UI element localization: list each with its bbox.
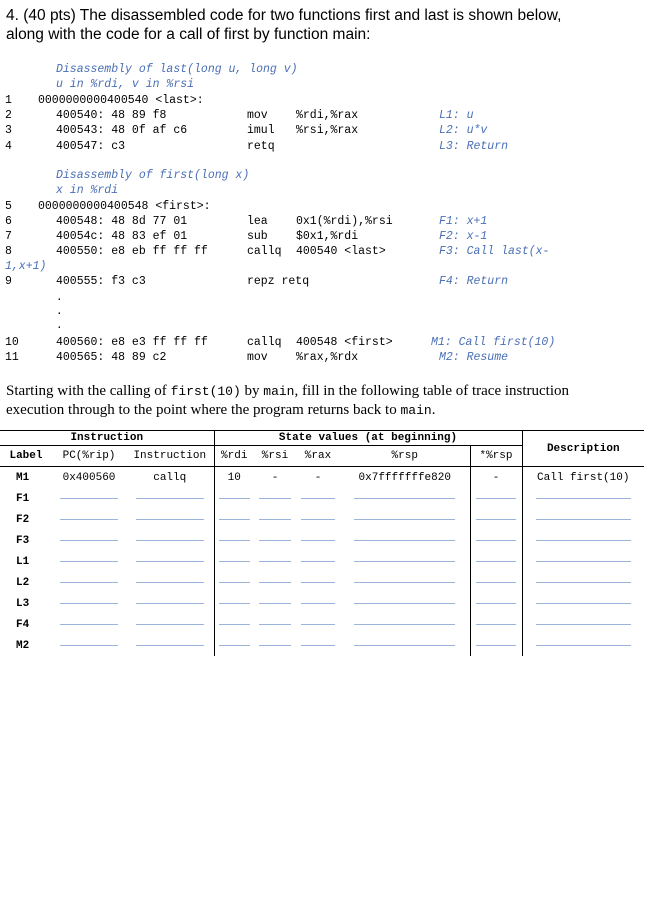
- answer-blank[interactable]: [476, 601, 516, 604]
- last-comment-1: Disassembly of last(long u, long v): [56, 63, 298, 76]
- answer-cell[interactable]: [126, 530, 214, 551]
- answer-cell[interactable]: [254, 488, 296, 509]
- answer-blank[interactable]: [60, 517, 118, 520]
- answer-cell[interactable]: [296, 488, 340, 509]
- answer-blank[interactable]: [259, 559, 292, 562]
- table-row: [0, 593, 644, 614]
- row-desc: Call first(10): [522, 467, 644, 489]
- answer-cell[interactable]: [470, 488, 522, 509]
- answer-blank[interactable]: [354, 559, 455, 562]
- operands: %rdi,%rax: [296, 109, 359, 122]
- line-number: 4: [5, 140, 12, 153]
- answer-cell[interactable]: [522, 530, 644, 551]
- operands: 400540 <last>: [296, 245, 386, 258]
- col-label: Label: [0, 446, 52, 467]
- row-label: L2: [16, 576, 30, 589]
- operands: 400548 <first>: [296, 336, 393, 349]
- answer-cell[interactable]: [126, 509, 214, 530]
- answer-cell[interactable]: [340, 509, 470, 530]
- row-label: F3: [16, 534, 30, 547]
- table-row: [0, 551, 644, 572]
- answer-blank[interactable]: [219, 622, 250, 625]
- answer-cell[interactable]: [214, 572, 254, 593]
- table-row: [0, 572, 644, 593]
- para-text: .: [431, 402, 436, 418]
- row-label: F2: [16, 513, 30, 526]
- answer-cell[interactable]: [254, 593, 296, 614]
- answer-blank[interactable]: [536, 538, 631, 541]
- line-number: 10: [5, 336, 19, 349]
- row-label: L1: [16, 555, 30, 568]
- row-label: L3: [16, 597, 30, 610]
- answer-blank[interactable]: [301, 643, 335, 646]
- answer-blank[interactable]: [301, 601, 335, 604]
- row-pc: 0x400560: [62, 471, 116, 484]
- answer-blank[interactable]: [354, 601, 455, 604]
- opcode: mov: [247, 109, 268, 122]
- opcode: repz retq: [247, 275, 310, 288]
- para-text: Starting with the calling of: [6, 383, 171, 399]
- code-bytes: 400550: e8 eb ff ff ff: [56, 245, 208, 258]
- answer-blank[interactable]: [259, 517, 292, 520]
- answer-cell[interactable]: [254, 635, 296, 656]
- row-rsp: 0x7fffffffe820: [358, 471, 451, 484]
- line-number: 11: [5, 351, 19, 364]
- answer-blank[interactable]: [219, 601, 250, 604]
- answer-cell[interactable]: [470, 635, 522, 656]
- code-bytes: 400565: 48 89 c2: [56, 351, 167, 364]
- answer-blank[interactable]: [259, 601, 292, 604]
- answer-cell[interactable]: [340, 551, 470, 572]
- code-note-wrap: 1,x+1): [5, 260, 47, 273]
- table-row: [0, 614, 644, 635]
- code-bytes: 400548: 48 8d 77 01: [56, 215, 188, 228]
- col-rax: %rax: [296, 446, 340, 467]
- opcode: callq: [247, 245, 282, 258]
- answer-blank[interactable]: [354, 538, 455, 541]
- operands: %rax,%rdx: [296, 351, 359, 364]
- answer-blank[interactable]: [259, 538, 292, 541]
- answer-blank[interactable]: [136, 496, 204, 499]
- answer-blank[interactable]: [60, 496, 118, 499]
- answer-blank[interactable]: [136, 580, 204, 583]
- answer-cell[interactable]: [126, 614, 214, 635]
- instruction-group-header: Instruction: [0, 431, 214, 446]
- answer-cell[interactable]: [52, 530, 126, 551]
- answer-cell[interactable]: [126, 551, 214, 572]
- table-row: [0, 509, 644, 530]
- answer-cell[interactable]: [296, 509, 340, 530]
- answer-blank[interactable]: [476, 496, 516, 499]
- answer-cell[interactable]: [254, 509, 296, 530]
- row-star-rsp: -: [470, 467, 522, 489]
- code-note: L2: u*v: [439, 124, 488, 137]
- answer-cell[interactable]: [470, 530, 522, 551]
- first-comment-2: x in %rdi: [56, 184, 119, 197]
- answer-blank[interactable]: [301, 580, 335, 583]
- question-line-2: along with the code for a call of first by function main:: [6, 26, 371, 43]
- instructions-paragraph: [6, 382, 646, 420]
- answer-blank[interactable]: [301, 622, 335, 625]
- answer-cell[interactable]: [254, 530, 296, 551]
- answer-cell[interactable]: [340, 530, 470, 551]
- row-label: M2: [16, 639, 30, 652]
- answer-blank[interactable]: [259, 580, 292, 583]
- answer-cell[interactable]: [340, 593, 470, 614]
- code-bytes: 40054c: 48 83 ef 01: [56, 230, 188, 243]
- answer-cell[interactable]: [296, 530, 340, 551]
- code-note: L3: Return: [439, 140, 509, 153]
- table-row: [0, 488, 644, 509]
- answer-blank[interactable]: [536, 559, 631, 562]
- answer-cell[interactable]: [214, 509, 254, 530]
- code-note: F1: x+1: [439, 215, 488, 228]
- answer-cell[interactable]: [522, 593, 644, 614]
- row-label: M1: [16, 471, 30, 484]
- code-note: M2: Resume: [439, 351, 509, 364]
- answer-blank[interactable]: [536, 601, 631, 604]
- line-number: 7: [5, 230, 12, 243]
- answer-blank[interactable]: [259, 643, 292, 646]
- answer-blank[interactable]: [60, 622, 118, 625]
- trace-table: [0, 430, 644, 656]
- answer-blank[interactable]: [476, 643, 516, 646]
- col-rsp: %rsp: [340, 446, 470, 467]
- answer-blank[interactable]: [354, 496, 455, 499]
- col-instruction: Instruction: [126, 446, 214, 467]
- answer-cell[interactable]: [296, 614, 340, 635]
- answer-blank[interactable]: [536, 496, 631, 499]
- line-number: 2: [5, 109, 12, 122]
- answer-cell[interactable]: [522, 635, 644, 656]
- answer-blank[interactable]: [136, 559, 204, 562]
- answer-blank[interactable]: [354, 580, 455, 583]
- answer-cell[interactable]: [340, 572, 470, 593]
- table-row: [0, 635, 644, 656]
- answer-blank[interactable]: [476, 622, 516, 625]
- answer-cell[interactable]: [126, 488, 214, 509]
- answer-cell[interactable]: [470, 614, 522, 635]
- answer-blank[interactable]: [354, 643, 455, 646]
- answer-cell[interactable]: [470, 593, 522, 614]
- line-number: 3: [5, 124, 12, 137]
- answer-cell[interactable]: [214, 551, 254, 572]
- code-note: F4: Return: [439, 275, 509, 288]
- answer-cell[interactable]: [126, 635, 214, 656]
- row-instr: callq: [153, 471, 187, 484]
- line-number: 5: [5, 200, 12, 213]
- answer-cell[interactable]: [522, 509, 644, 530]
- answer-blank[interactable]: [536, 517, 631, 520]
- row-rdi: 10: [214, 467, 254, 489]
- answer-blank[interactable]: [536, 643, 631, 646]
- answer-cell[interactable]: [214, 488, 254, 509]
- answer-blank[interactable]: [136, 538, 204, 541]
- answer-blank[interactable]: [60, 580, 118, 583]
- answer-cell[interactable]: [340, 488, 470, 509]
- answer-cell[interactable]: [340, 635, 470, 656]
- line-number: 8: [5, 245, 12, 258]
- answer-cell[interactable]: [470, 572, 522, 593]
- row-rax: -: [314, 471, 322, 484]
- operands: 0x1(%rdi),%rsi: [296, 215, 393, 228]
- opcode: callq: [247, 336, 282, 349]
- answer-blank[interactable]: [354, 622, 455, 625]
- answer-blank[interactable]: [60, 538, 118, 541]
- col-rdi: %rdi: [214, 446, 254, 467]
- operands: $0x1,%rdi: [296, 230, 359, 243]
- answer-blank[interactable]: [476, 538, 516, 541]
- answer-blank[interactable]: [136, 601, 204, 604]
- ellipsis-dot: .: [56, 320, 63, 332]
- opcode: imul: [247, 124, 275, 137]
- answer-cell[interactable]: [254, 551, 296, 572]
- answer-cell[interactable]: [296, 635, 340, 656]
- answer-blank[interactable]: [536, 580, 631, 583]
- answer-cell[interactable]: [214, 635, 254, 656]
- answer-blank[interactable]: [301, 517, 335, 520]
- answer-blank[interactable]: [219, 559, 250, 562]
- answer-cell[interactable]: [522, 551, 644, 572]
- answer-blank[interactable]: [476, 580, 516, 583]
- answer-cell[interactable]: [52, 572, 126, 593]
- line-number: 1: [5, 94, 12, 107]
- col-pc: PC(%rip): [52, 446, 126, 467]
- answer-cell[interactable]: [52, 614, 126, 635]
- answer-blank[interactable]: [219, 496, 250, 499]
- answer-blank[interactable]: [259, 622, 292, 625]
- code-bytes: 400560: e8 e3 ff ff ff: [56, 336, 208, 349]
- para-text: execution through to the point where the program returns back to: [6, 402, 401, 418]
- answer-blank[interactable]: [136, 622, 204, 625]
- code-bytes: 400543: 48 0f af c6: [56, 124, 188, 137]
- state-group-header: State values (at beginning): [214, 431, 522, 446]
- code-note: F2: x-1: [439, 230, 488, 243]
- code-note: M1: Call first(10): [431, 336, 556, 349]
- code-note: L1: u: [439, 109, 474, 122]
- code-bytes: 400540: 48 89 f8: [56, 109, 167, 122]
- code-bytes: 400555: f3 c3: [56, 275, 146, 288]
- answer-blank[interactable]: [476, 517, 516, 520]
- para-text: by: [240, 383, 264, 399]
- ellipsis-dot: .: [56, 292, 63, 304]
- answer-cell[interactable]: [296, 551, 340, 572]
- para-code: main: [400, 403, 432, 418]
- answer-cell[interactable]: [522, 614, 644, 635]
- answer-blank[interactable]: [219, 643, 250, 646]
- answer-cell[interactable]: [522, 572, 644, 593]
- answer-cell[interactable]: [522, 488, 644, 509]
- answer-blank[interactable]: [219, 538, 250, 541]
- answer-blank[interactable]: [136, 517, 204, 520]
- row-rsi: -: [271, 471, 279, 484]
- answer-blank[interactable]: [476, 559, 516, 562]
- first-comment-1: Disassembly of first(long x): [56, 169, 250, 182]
- answer-cell[interactable]: [126, 572, 214, 593]
- answer-blank[interactable]: [136, 643, 204, 646]
- opcode: mov: [247, 351, 268, 364]
- answer-blank[interactable]: [536, 622, 631, 625]
- line-number: 6: [5, 215, 12, 228]
- para-text: , fill in the following table of trace instruction: [294, 383, 570, 399]
- answer-blank[interactable]: [60, 559, 118, 562]
- answer-cell[interactable]: [254, 614, 296, 635]
- row-label: F1: [16, 492, 30, 505]
- question-line-1: 4. (40 pts) The disassembled code for two functions first and last is shown below,: [6, 7, 562, 24]
- answer-cell[interactable]: [470, 551, 522, 572]
- answer-cell[interactable]: [214, 614, 254, 635]
- answer-blank[interactable]: [60, 643, 118, 646]
- ellipsis-dot: .: [56, 306, 63, 318]
- answer-blank[interactable]: [219, 580, 250, 583]
- answer-cell[interactable]: [214, 593, 254, 614]
- answer-blank[interactable]: [259, 496, 292, 499]
- opcode: retq: [247, 140, 275, 153]
- answer-cell[interactable]: [470, 509, 522, 530]
- col-rsi: %rsi: [254, 446, 296, 467]
- last-comment-2: u in %rdi, v in %rsi: [56, 78, 195, 91]
- code-bytes: 400547: c3: [56, 140, 126, 153]
- opcode: sub: [247, 230, 268, 243]
- answer-blank[interactable]: [60, 601, 118, 604]
- answer-cell[interactable]: [296, 572, 340, 593]
- answer-cell[interactable]: [52, 551, 126, 572]
- answer-cell[interactable]: [52, 509, 126, 530]
- row-label: F4: [16, 618, 30, 631]
- answer-blank[interactable]: [301, 559, 335, 562]
- last-header: 0000000000400540 <last>:: [38, 94, 204, 107]
- answer-cell[interactable]: [52, 488, 126, 509]
- line-number: 9: [5, 275, 12, 288]
- para-code: first(10): [170, 384, 241, 399]
- table-row: [0, 467, 644, 489]
- opcode: lea: [247, 215, 268, 228]
- description-header: Description: [522, 431, 644, 467]
- answer-cell[interactable]: [126, 593, 214, 614]
- answer-cell[interactable]: [214, 530, 254, 551]
- answer-cell[interactable]: [296, 593, 340, 614]
- table-row: [0, 530, 644, 551]
- code-note: F3: Call last(x-: [439, 245, 550, 258]
- answer-blank[interactable]: [301, 496, 335, 499]
- answer-cell[interactable]: [52, 635, 126, 656]
- operands: %rsi,%rax: [296, 124, 359, 137]
- answer-cell[interactable]: [52, 593, 126, 614]
- first-header: 0000000000400548 <first>:: [38, 200, 211, 213]
- answer-cell[interactable]: [340, 614, 470, 635]
- para-code: main: [263, 384, 295, 399]
- answer-blank[interactable]: [301, 538, 335, 541]
- answer-cell[interactable]: [254, 572, 296, 593]
- col-star-rsp: *%rsp: [470, 446, 522, 467]
- answer-blank[interactable]: [219, 517, 250, 520]
- answer-blank[interactable]: [354, 517, 455, 520]
